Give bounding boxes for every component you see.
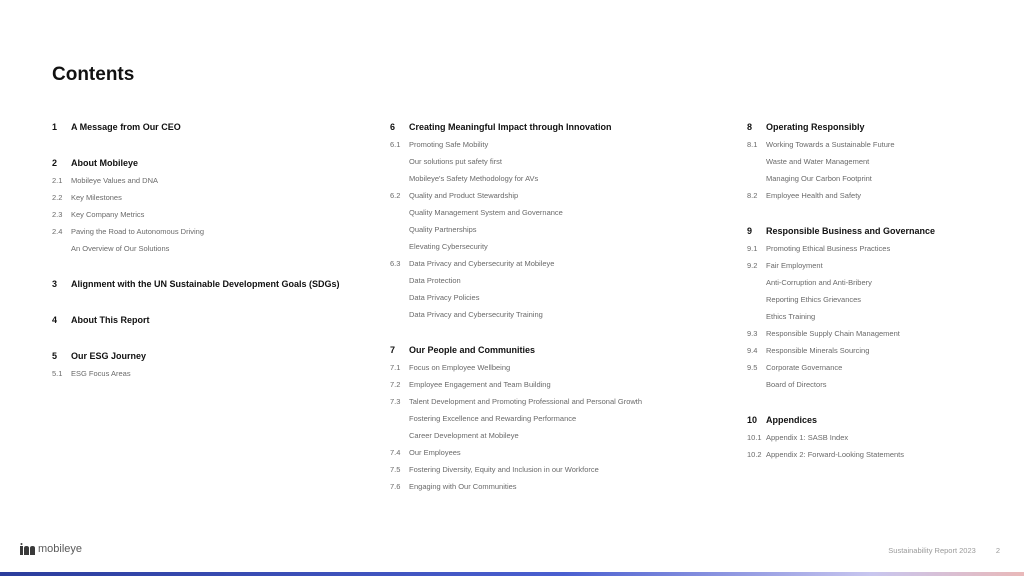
- toc-item-label: Alignment with the UN Sustainable Development Goals (SDGs): [71, 279, 340, 289]
- toc-subsection-item[interactable]: [390, 153, 720, 170]
- toc-subsection-item[interactable]: [747, 429, 1007, 446]
- toc-item-label: Appendices: [766, 415, 818, 425]
- toc-item-number: 2.2: [52, 193, 63, 202]
- toc-item-label: Our Employees: [409, 448, 461, 457]
- toc-item-number: 7: [390, 345, 396, 355]
- toc-item-number: 5.1: [52, 369, 63, 378]
- toc-item-label: ESG Focus Areas: [71, 369, 131, 378]
- toc-item-number: 2.1: [52, 176, 63, 185]
- toc-item-number: 5: [52, 351, 58, 361]
- report-title: Sustainability Report 2023: [888, 546, 976, 555]
- toc-item-label: Key Milestones: [71, 193, 122, 202]
- toc-item-label: Fair Employment: [766, 261, 823, 270]
- toc-item-number: 10.1: [747, 433, 762, 442]
- toc-item-number: 7.1: [390, 363, 401, 372]
- toc-item-label: About Mobileye: [71, 158, 138, 168]
- toc-item-label: Focus on Employee Wellbeing: [409, 363, 511, 372]
- toc-item-label: Career Development at Mobileye: [409, 431, 519, 440]
- toc-subsection-item[interactable]: [390, 272, 720, 289]
- toc-item-number: 7.5: [390, 465, 401, 474]
- toc-item-number: 6.1: [390, 140, 401, 149]
- toc-subsection-item[interactable]: [747, 240, 1007, 257]
- toc-subsection-item[interactable]: [390, 444, 720, 461]
- toc-subsection-item[interactable]: [390, 136, 720, 153]
- toc-item-label: Quality and Product Stewardship: [409, 191, 519, 200]
- toc-subsection-item[interactable]: [52, 172, 372, 189]
- toc-subsection-item[interactable]: [390, 376, 720, 393]
- toc-item-number: 2.4: [52, 227, 63, 236]
- toc-item-number: 6: [390, 122, 396, 132]
- toc-item-label: Our ESG Journey: [71, 351, 147, 361]
- toc-section-heading[interactable]: [52, 312, 372, 329]
- toc-spacer: [747, 393, 1007, 412]
- toc-column-3: [747, 119, 1007, 463]
- mobileye-logo-icon: [20, 543, 36, 555]
- toc-item-number: 1: [52, 122, 58, 132]
- toc-subsection-item[interactable]: [747, 136, 1007, 153]
- toc-subsection-item[interactable]: [52, 240, 372, 257]
- toc-item-number: 8: [747, 122, 753, 132]
- toc-item-number: 3: [52, 279, 58, 289]
- toc-item-label: Creating Meaningful Impact through Innovation: [409, 122, 612, 132]
- toc-item-label: Mobileye Values and DNA: [71, 176, 158, 185]
- toc-item-label: Promoting Ethical Business Practices: [766, 244, 891, 253]
- toc-spacer: [52, 257, 372, 276]
- toc-item-label: Reporting Ethics Grievances: [766, 295, 862, 304]
- toc-item-label: About This Report: [71, 315, 150, 325]
- toc-section-heading[interactable]: [390, 119, 720, 136]
- toc-item-label: An Overview of Our Solutions: [71, 244, 170, 253]
- toc-item-number: 4: [52, 315, 58, 325]
- toc-item-number: 6.3: [390, 259, 401, 268]
- toc-item-label: Data Privacy Policies: [409, 293, 480, 302]
- toc-column-2: [390, 119, 720, 495]
- toc-subsection-item[interactable]: [390, 306, 720, 323]
- toc-item-label: Ethics Training: [766, 312, 816, 321]
- toc-section-heading[interactable]: [52, 276, 372, 293]
- toc-item-label: Paving the Road to Autonomous Driving: [71, 227, 204, 236]
- toc-item-label: Employee Health and Safety: [766, 191, 862, 200]
- toc-item-number: 9.2: [747, 261, 758, 270]
- toc-item-label: Data Privacy and Cybersecurity at Mobileye: [409, 259, 555, 268]
- toc-item-number: 10: [747, 415, 758, 425]
- toc-subsection-item[interactable]: [747, 359, 1007, 376]
- toc-spacer: [52, 136, 372, 155]
- toc-subsection-item[interactable]: [52, 223, 372, 240]
- toc-subsection-item[interactable]: [747, 376, 1007, 393]
- toc-subsection-item[interactable]: [52, 189, 372, 206]
- toc-item-label: Engaging with Our Communities: [409, 482, 517, 491]
- toc-subsection-item[interactable]: [747, 274, 1007, 291]
- toc-item-label: Corporate Governance: [766, 363, 843, 372]
- toc-section-heading[interactable]: [747, 223, 1007, 240]
- toc-subsection-item[interactable]: [747, 308, 1007, 325]
- toc-item-number: 7.6: [390, 482, 401, 491]
- toc-item-number: 9: [747, 226, 753, 236]
- toc-item-label: Employee Engagement and Team Building: [409, 380, 551, 389]
- toc-spacer: [390, 323, 720, 342]
- toc-section-heading[interactable]: [747, 119, 1007, 136]
- toc-item-number: 7.3: [390, 397, 401, 406]
- toc-spacer: [747, 204, 1007, 223]
- footer-logo-text: mobileye: [38, 543, 83, 555]
- toc-section-heading[interactable]: [52, 155, 372, 172]
- toc-subsection-item[interactable]: [390, 359, 720, 376]
- bottom-gradient-bar: [0, 572, 1024, 576]
- toc-item-label: Responsible Business and Governance: [766, 226, 936, 236]
- toc-item-label: Appendix 1: SASB Index: [766, 433, 849, 442]
- toc-section-heading[interactable]: [747, 412, 1007, 429]
- page-title: Contents: [52, 64, 135, 85]
- toc-subsection-item[interactable]: [747, 325, 1007, 342]
- toc-item-number: 7.2: [390, 380, 401, 389]
- toc-item-label: Board of Directors: [766, 380, 827, 389]
- toc-item-label: Responsible Minerals Sourcing: [766, 346, 870, 355]
- toc-subsection-item[interactable]: [747, 291, 1007, 308]
- toc-item-number: 9.3: [747, 329, 758, 338]
- toc-section-heading[interactable]: [390, 342, 720, 359]
- toc-item-label: Fostering Diversity, Equity and Inclusion in our Workforce: [409, 465, 599, 474]
- toc-subsection-item[interactable]: [390, 478, 720, 495]
- toc-section-heading[interactable]: [52, 348, 372, 365]
- footer-logo: [20, 543, 82, 555]
- toc-section-heading[interactable]: [52, 119, 372, 136]
- toc-subsection-item[interactable]: [390, 289, 720, 306]
- footer-info: [888, 546, 1000, 555]
- toc-subsection-item[interactable]: [52, 365, 372, 382]
- toc-subsection-item[interactable]: [390, 187, 720, 204]
- toc-subsection-item[interactable]: [390, 170, 720, 187]
- toc-subsection-item[interactable]: [390, 410, 720, 427]
- toc-item-number: 8.1: [747, 140, 758, 149]
- toc-subsection-item[interactable]: [52, 206, 372, 223]
- toc-subsection-item[interactable]: [747, 187, 1007, 204]
- toc-item-label: Waste and Water Management: [766, 157, 870, 166]
- toc-subsection-item[interactable]: [747, 170, 1007, 187]
- toc-item-label: Quality Management System and Governance: [409, 208, 563, 217]
- toc-item-number: 9.5: [747, 363, 758, 372]
- toc-subsection-item[interactable]: [390, 427, 720, 444]
- toc-spacer: [52, 329, 372, 348]
- toc-subsection-item[interactable]: [390, 204, 720, 221]
- toc-item-label: Anti-Corruption and Anti-Bribery: [766, 278, 872, 287]
- toc-item-number: 2.3: [52, 210, 63, 219]
- toc-subsection-item[interactable]: [390, 461, 720, 478]
- toc-item-label: Data Privacy and Cybersecurity Training: [409, 310, 543, 319]
- toc-subsection-item[interactable]: [390, 393, 720, 410]
- toc-item-label: Key Company Metrics: [71, 210, 145, 219]
- toc-item-label: Responsible Supply Chain Management: [766, 329, 900, 338]
- toc-subsection-item[interactable]: [747, 257, 1007, 274]
- toc-spacer: [52, 293, 372, 312]
- toc-item-number: 6.2: [390, 191, 401, 200]
- toc-subsection-item[interactable]: [390, 238, 720, 255]
- page-number: 2: [995, 546, 1000, 555]
- toc-item-label: Working Towards a Sustainable Future: [766, 140, 895, 149]
- toc-subsection-item[interactable]: [390, 255, 720, 272]
- toc-item-label: Quality Partnerships: [409, 225, 477, 234]
- toc-item-label: Data Protection: [409, 276, 461, 285]
- toc-item-label: A Message from Our CEO: [71, 122, 181, 132]
- toc-item-label: Fostering Excellence and Rewarding Performance: [409, 414, 577, 423]
- toc-item-number: 8.2: [747, 191, 758, 200]
- toc-item-label: Talent Development and Promoting Professional and Personal Growth: [409, 397, 643, 406]
- toc-item-label: Appendix 2: Forward-Looking Statements: [766, 450, 904, 459]
- toc-item-label: Our People and Communities: [409, 345, 536, 355]
- toc-item-number: 10.2: [747, 450, 762, 459]
- toc-subsection-item[interactable]: [747, 446, 1007, 463]
- toc-item-label: Elevating Cybersecurity: [409, 242, 488, 251]
- toc-item-number: 9.1: [747, 244, 758, 253]
- toc-item-label: Our solutions put safety first: [409, 157, 502, 166]
- toc-item-label: Promoting Safe Mobility: [409, 140, 489, 149]
- toc-item-number: 2: [52, 158, 58, 168]
- toc-item-label: Operating Responsibly: [766, 122, 865, 132]
- toc-item-label: Mobileye's Safety Methodology for AVs: [409, 174, 539, 183]
- toc-subsection-item[interactable]: [747, 153, 1007, 170]
- toc-item-number: 7.4: [390, 448, 401, 457]
- toc-subsection-item[interactable]: [390, 221, 720, 238]
- toc-item-number: 9.4: [747, 346, 758, 355]
- toc-subsection-item[interactable]: [747, 342, 1007, 359]
- toc-column-1: [52, 119, 372, 382]
- toc-item-label: Managing Our Carbon Footprint: [766, 174, 872, 183]
